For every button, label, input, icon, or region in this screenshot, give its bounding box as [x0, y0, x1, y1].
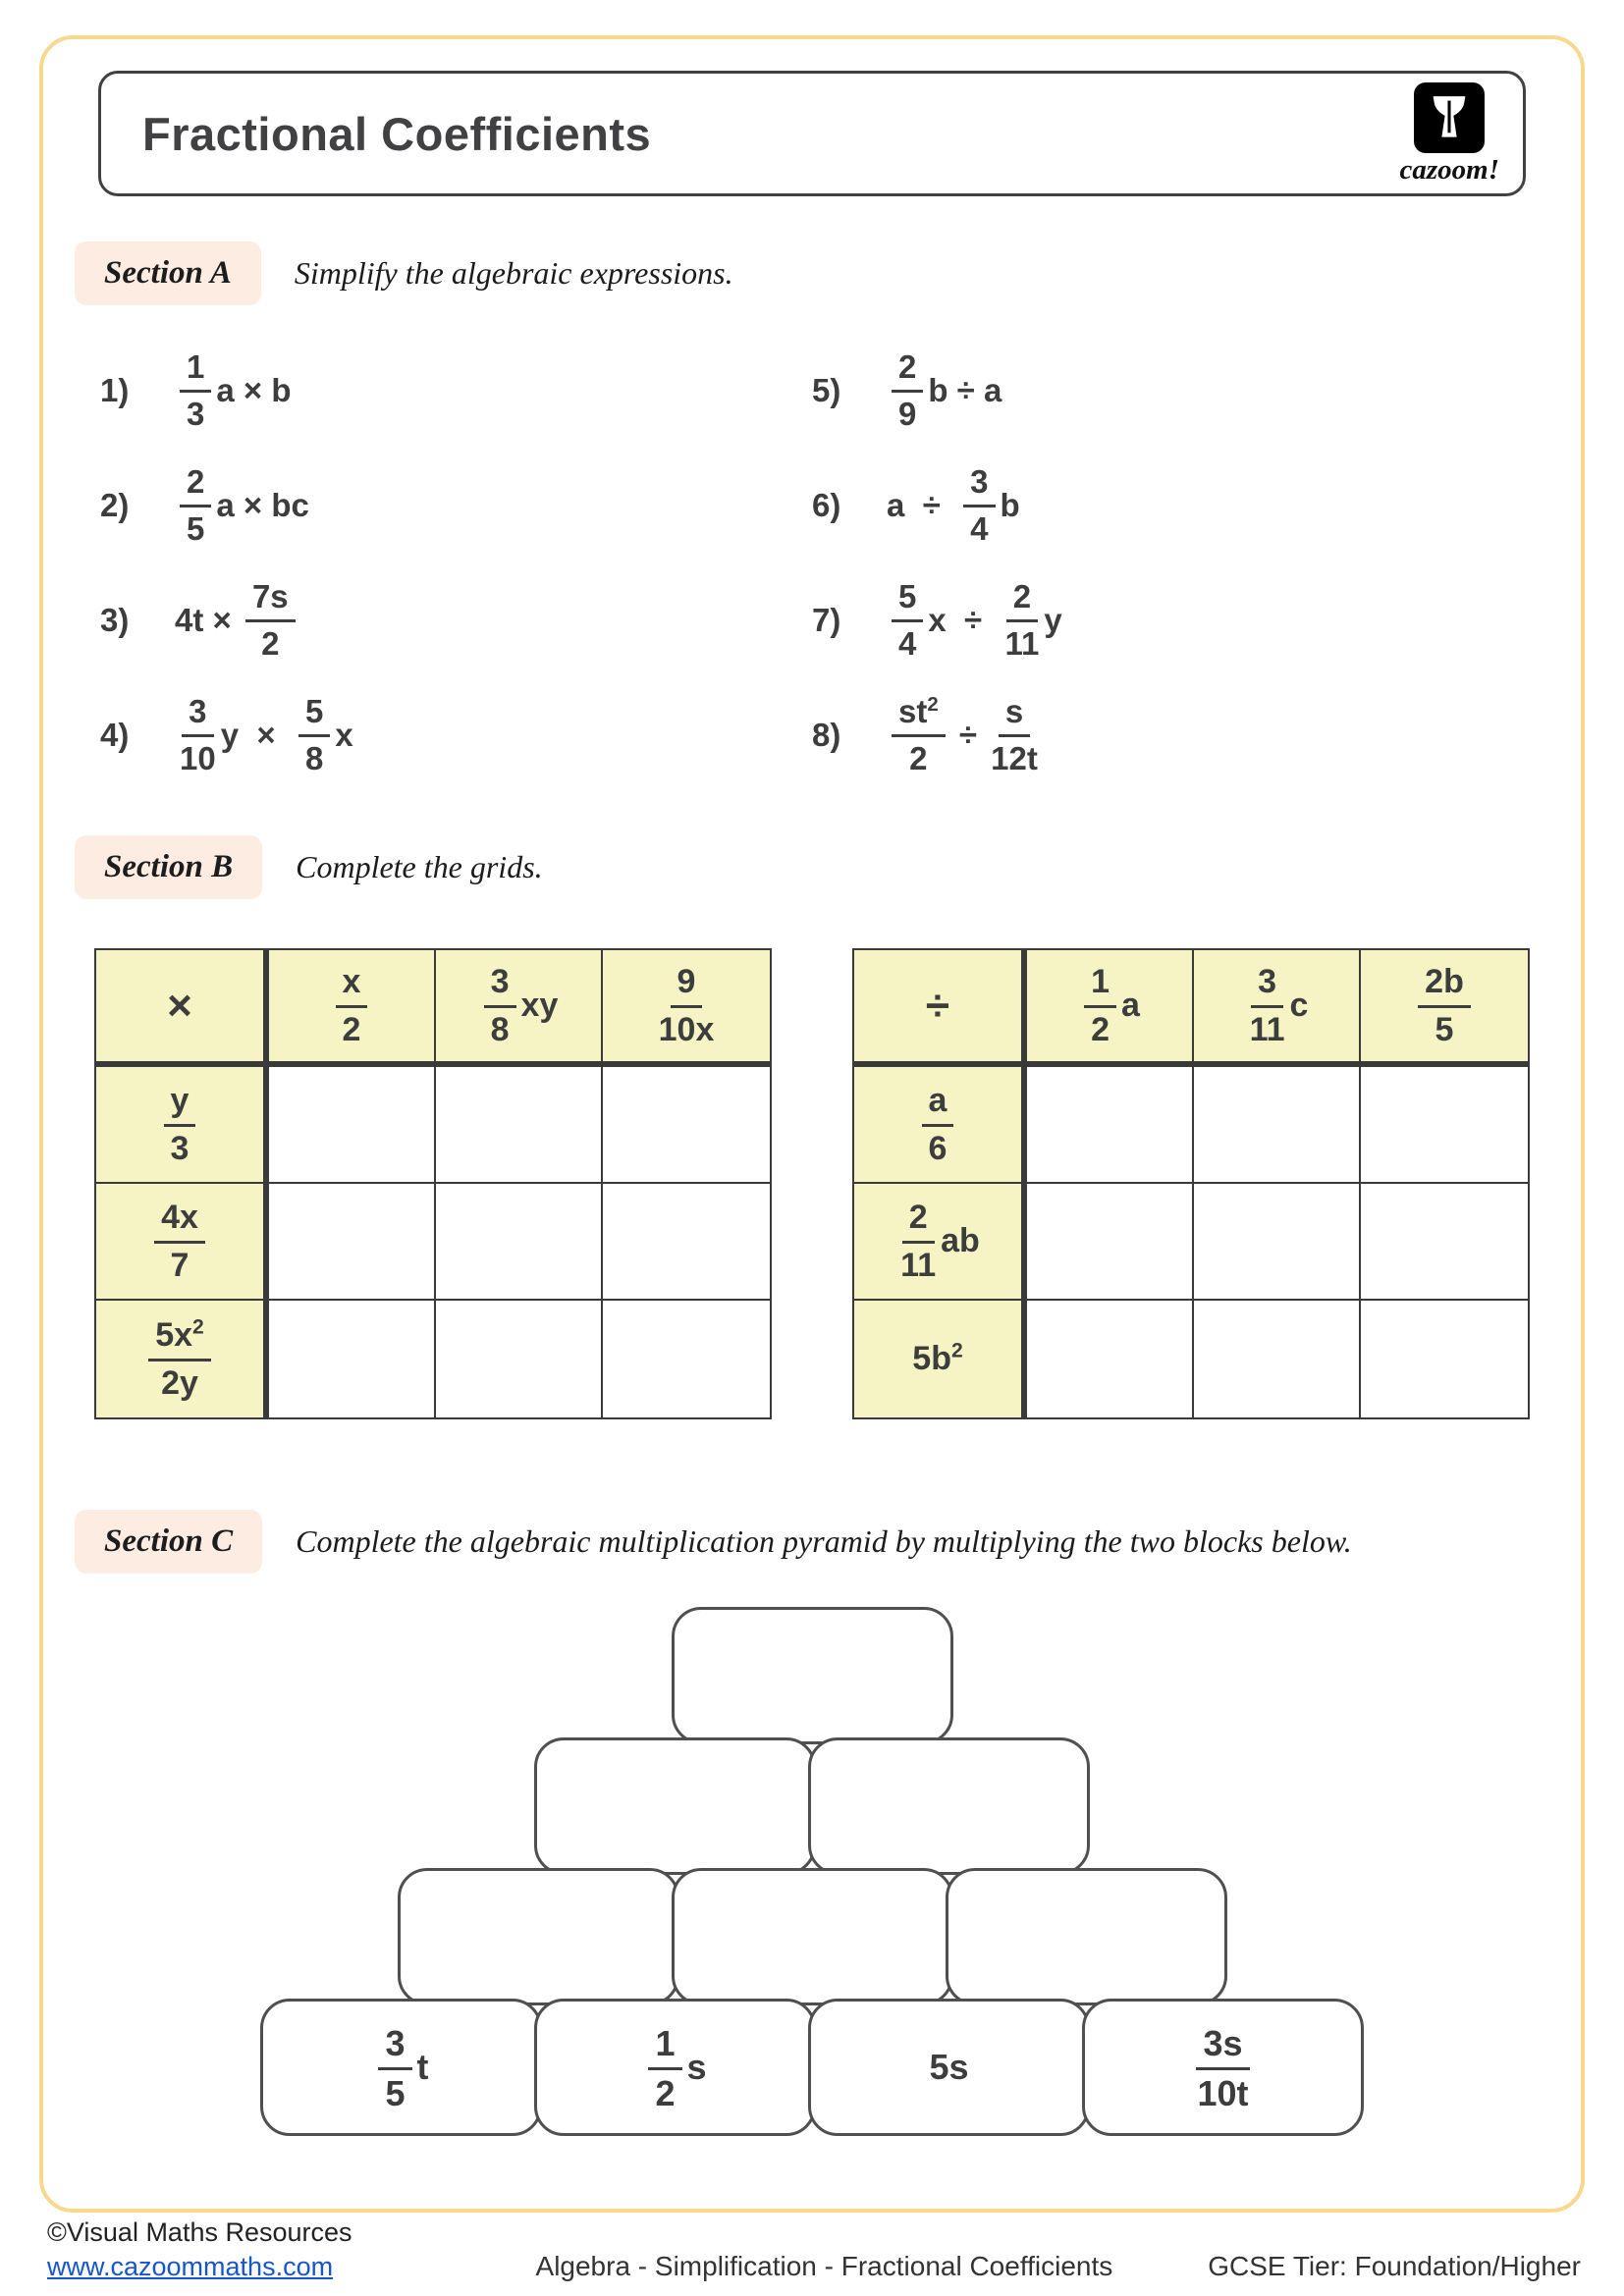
page-border — [39, 35, 1585, 2213]
pyramid-row-1 — [676, 1607, 949, 1744]
grid-cell-empty — [1027, 1301, 1194, 1417]
section-b-instruction: Complete the grids. — [296, 849, 543, 884]
pyramid-row-3 — [402, 1868, 1223, 2005]
math-token: xy — [520, 987, 559, 1024]
fraction: $\frac{1}{2}$ — [1084, 963, 1116, 1047]
problem-number: 6) — [812, 486, 841, 523]
math-token: a × b — [216, 371, 292, 408]
problem-4 — [100, 677, 812, 792]
fraction: $\frac{1}{2}$ — [648, 2023, 681, 2112]
grid-cell-empty — [603, 1067, 770, 1184]
grid-cell-empty — [1361, 1301, 1528, 1417]
math-token: ab — [941, 1222, 980, 1259]
fraction: $\frac{3}{10}$ — [180, 693, 216, 776]
grid-row-header — [917, 1082, 959, 1166]
problem-expression — [175, 463, 309, 546]
fraction: $\frac{4x}{7}$ — [154, 1199, 205, 1283]
fraction: $\frac{3}{11}$ — [1249, 963, 1285, 1048]
math-token: 5s — [929, 2047, 969, 2087]
fraction: $\frac{3}{5}$ — [378, 2023, 411, 2112]
section-b-header — [43, 835, 1581, 899]
grid-row-header — [159, 1082, 201, 1166]
fraction: $\frac{5}{4}$ — [892, 578, 923, 661]
problem-expression — [175, 348, 291, 431]
footer-topic: Algebra - Simplification - Fractional Coefficients — [535, 2251, 1113, 2281]
division-grid — [852, 948, 1530, 1419]
math-token: $5b^2$ — [912, 1339, 963, 1377]
pyramid-block-value — [1082, 1999, 1364, 2136]
pyramid-block-empty — [398, 1868, 679, 2005]
section-a-instruction: Simplify the algebraic expressions. — [294, 255, 733, 291]
pyramid-block-empty — [672, 1607, 953, 1744]
problems-right-column — [812, 333, 1524, 792]
problem-number: 7) — [812, 601, 841, 638]
grid-cell-empty — [1194, 1184, 1361, 1301]
problem-expression — [175, 693, 353, 775]
grid-cell-empty — [269, 1184, 436, 1301]
math-token: a ÷ — [887, 486, 959, 523]
grid-cell-empty — [436, 1301, 603, 1417]
problem-number: 5) — [812, 371, 841, 408]
fraction: $\frac{2b}{5}$ — [1418, 963, 1471, 1047]
math-token: y × — [220, 716, 295, 753]
fraction: $\frac{2}{9}$ — [892, 348, 923, 431]
problem-expression — [175, 578, 300, 661]
grid-cell-empty — [269, 1067, 436, 1184]
pyramid-expression — [1191, 2023, 1254, 2112]
grid-row-header — [912, 1340, 962, 1378]
fraction: $\frac{st^2}{2}$ — [892, 693, 946, 775]
section-b-grids — [43, 948, 1581, 1419]
fraction: $\frac{3}{8}$ — [484, 963, 516, 1047]
multiplication-grid — [94, 948, 772, 1419]
page-title: Fractional Coefficients — [142, 107, 652, 160]
fraction: $\frac{y}{3}$ — [164, 1082, 196, 1166]
grid-cell-empty — [1361, 1184, 1528, 1301]
fraction: $\frac{1}{3}$ — [180, 348, 211, 431]
problem-5 — [812, 333, 1524, 448]
section-a-label: Section A — [75, 241, 261, 305]
grid-cell-empty — [436, 1184, 603, 1301]
fraction: $\frac{5}{8}$ — [298, 693, 330, 775]
fraction: $\frac{9}{10x}$ — [658, 963, 715, 1048]
grid-col-header — [1413, 963, 1476, 1047]
pyramid-expression — [373, 2023, 428, 2112]
math-token: b ÷ a — [928, 371, 1002, 408]
pyramid-block-value — [260, 1999, 542, 2136]
problem-number: 2) — [100, 486, 130, 523]
pyramid-block-empty — [808, 1737, 1090, 1875]
brand-name: cazoom! — [1399, 154, 1499, 186]
copyright-text: ©Visual Maths Resources — [47, 2217, 352, 2247]
pyramid-row-4 — [264, 1999, 1360, 2136]
grid-col-header — [654, 963, 720, 1047]
grid-col-header — [1079, 963, 1140, 1047]
section-a-header — [43, 241, 1581, 305]
fraction: $\frac{a}{6}$ — [922, 1082, 954, 1166]
pyramid-expression — [643, 2023, 706, 2112]
math-token: x ÷ — [928, 601, 1001, 638]
problem-number: 8) — [812, 716, 841, 753]
math-token: ÷ — [949, 716, 987, 753]
grid-row-header — [149, 1199, 210, 1283]
grid-col-header — [479, 963, 559, 1047]
footer-left — [47, 2217, 352, 2282]
problem-expression — [887, 463, 1020, 546]
problem-6 — [812, 448, 1524, 562]
footer — [47, 2217, 1581, 2282]
problem-expression — [887, 348, 1001, 431]
problem-number: 4) — [100, 716, 130, 753]
grid-cell-empty — [269, 1301, 436, 1417]
section-c-header — [43, 1510, 1581, 1574]
pyramid-expression — [929, 2047, 968, 2088]
grid-row-header — [895, 1199, 980, 1283]
grid-cell-empty — [436, 1067, 603, 1184]
brand-logo — [1400, 82, 1500, 185]
pyramid-block-value — [534, 1999, 816, 2136]
grid-operator-cell: × — [96, 950, 269, 1067]
problems-left-column — [100, 333, 812, 792]
grid-cell-empty — [1194, 1067, 1361, 1184]
grid-col-header — [1245, 963, 1309, 1047]
problem-8 — [812, 677, 1524, 792]
grid-cell-empty — [1027, 1184, 1194, 1301]
drum-icon — [1414, 82, 1485, 153]
fraction: $\frac{s}{12t}$ — [991, 693, 1038, 776]
grid-row-header — [143, 1316, 216, 1401]
math-token: c — [1289, 987, 1309, 1024]
math-token: x — [335, 716, 353, 753]
math-token: b — [1000, 486, 1020, 523]
fraction: $\frac{x}{2}$ — [336, 963, 368, 1047]
pyramid-block-empty — [534, 1737, 816, 1875]
grid-cell-empty — [1194, 1301, 1361, 1417]
pyramid-row-2 — [538, 1737, 1086, 1875]
section-c-label: Section C — [75, 1510, 262, 1574]
fraction: $\frac{3s}{10t}$ — [1197, 2022, 1249, 2113]
problem-expression — [887, 578, 1062, 661]
fraction: $\frac{7s}{2}$ — [245, 578, 296, 661]
problem-number: 3) — [100, 601, 130, 638]
problem-expression — [887, 693, 1043, 775]
grid-col-header — [331, 963, 373, 1047]
pyramid-block-empty — [946, 1868, 1227, 2005]
fraction: $\frac{5x^2}{2y}$ — [148, 1316, 211, 1401]
math-token: a × bc — [216, 486, 309, 523]
website-link[interactable]: www.cazoommaths.com — [47, 2252, 334, 2281]
section-a-problems — [43, 333, 1581, 792]
grid-cell-empty — [603, 1184, 770, 1301]
grid-operator-cell: ÷ — [854, 950, 1027, 1067]
problem-3 — [100, 562, 812, 677]
grid-cell-empty — [603, 1301, 770, 1417]
pyramid-block-value — [808, 1999, 1090, 2136]
footer-tier: GCSE Tier: Foundation/Higher — [1208, 2251, 1581, 2281]
grid-cell-empty — [1027, 1067, 1194, 1184]
math-token: 4t × — [175, 601, 241, 638]
section-b-label: Section B — [75, 835, 262, 899]
problem-number: 1) — [100, 371, 130, 408]
section-c-instruction: Complete the algebraic multiplication pyramid by multiplying the two blocks below. — [296, 1523, 1352, 1559]
multiplication-pyramid — [43, 1607, 1581, 2136]
fraction: $\frac{2}{5}$ — [180, 463, 211, 546]
pyramid-block-empty — [672, 1868, 953, 2005]
problem-2 — [100, 448, 812, 562]
header — [98, 71, 1526, 196]
grid-cell-empty — [1361, 1067, 1528, 1184]
fraction: $\frac{2}{11}$ — [900, 1199, 937, 1284]
problem-7 — [812, 562, 1524, 677]
fraction: $\frac{3}{4}$ — [963, 463, 995, 546]
math-token: y — [1044, 601, 1062, 638]
math-token: a — [1121, 987, 1140, 1024]
problem-1 — [100, 333, 812, 448]
fraction: $\frac{2}{11}$ — [1004, 578, 1040, 662]
math-token: s — [686, 2047, 707, 2087]
math-token: t — [416, 2047, 429, 2087]
